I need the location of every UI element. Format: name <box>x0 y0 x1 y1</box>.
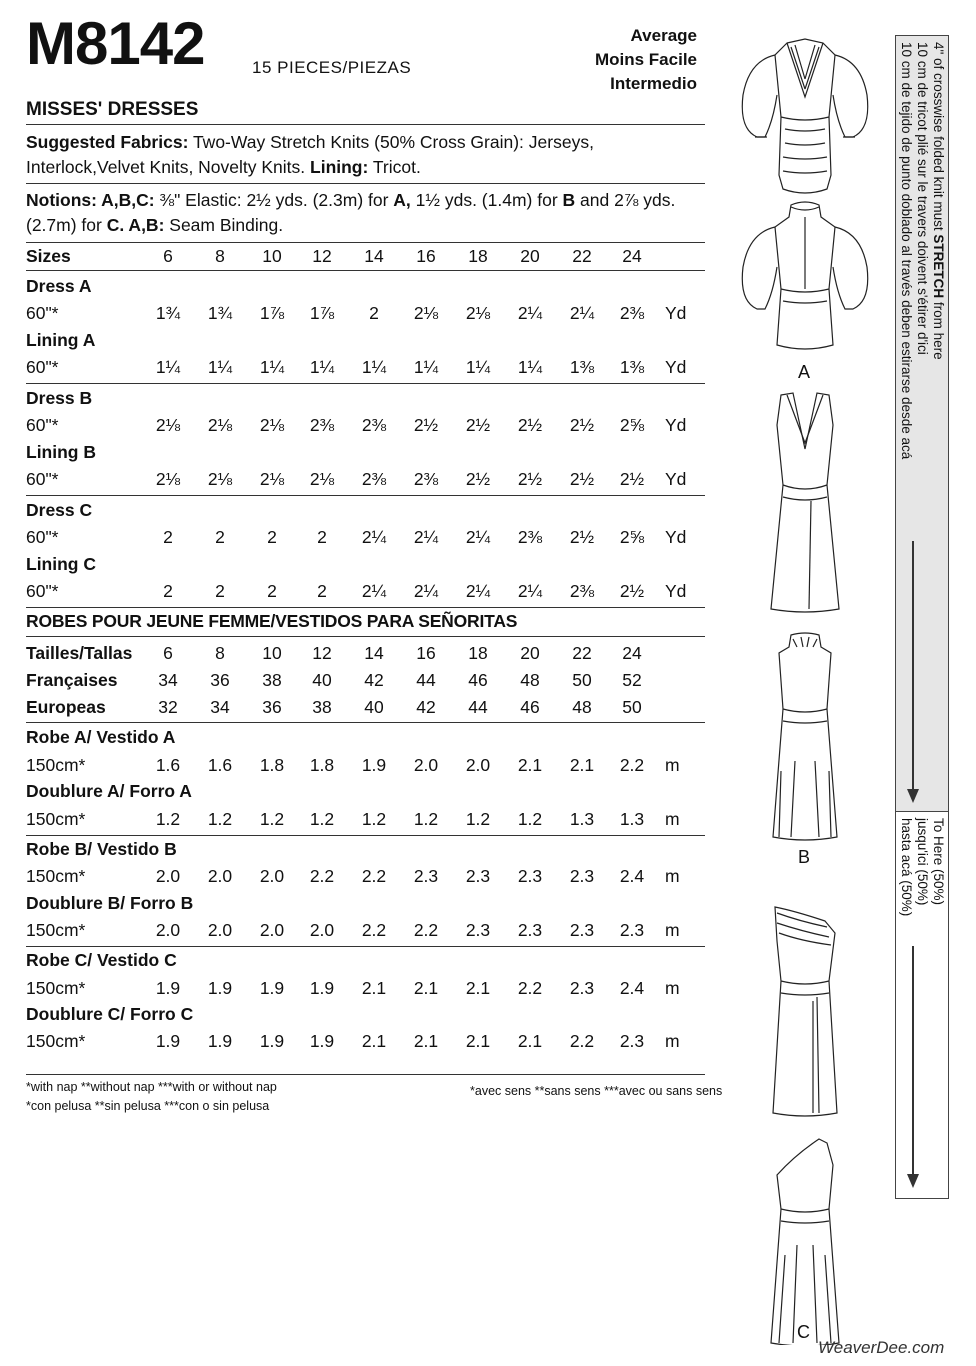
unit-label: m <box>665 755 680 775</box>
meterage-cell: 2.1 <box>465 978 491 998</box>
meterage-cell: 1.9 <box>259 978 285 998</box>
difficulty-fr: Moins Facile <box>594 50 697 69</box>
yardage-cell: 2¼ <box>361 581 387 601</box>
yardage-cell: 2 <box>317 527 327 547</box>
size-cell: 12 <box>312 643 332 663</box>
notions-text: and 2⅞ yds.(2.7m) for <box>26 190 676 235</box>
size-cell: 52 <box>622 670 642 690</box>
difficulty-es: Intermedio <box>610 74 697 93</box>
yardage-cell: 2¼ <box>517 581 543 601</box>
divider <box>26 383 705 384</box>
yardage-cell: 2⅛ <box>207 415 233 435</box>
size-cell: 18 <box>468 246 488 266</box>
yardage-cell: 1⅜ <box>569 357 595 377</box>
size-cell: 36 <box>210 670 230 690</box>
metric-section-title: ROBES POUR JEUNE FEMME/VESTIDOS PARA SEÑORITAS <box>26 611 518 631</box>
yardage-cell: 2½ <box>569 527 595 547</box>
notions <box>26 188 705 238</box>
size-cell: 44 <box>416 670 436 690</box>
meterage-cell: 2.3 <box>619 1031 645 1051</box>
yardage-cell: 2⅛ <box>309 469 335 489</box>
unit-label: m <box>665 1031 680 1051</box>
meterage-cell: 2.1 <box>361 1031 387 1051</box>
meterage-cell: 2.2 <box>309 866 335 886</box>
yardage-cell: 2⅛ <box>207 469 233 489</box>
yardage-cell: 2 <box>267 527 277 547</box>
meterage-cell: 2.3 <box>413 866 439 886</box>
unit-label: m <box>665 866 680 886</box>
unit-label: m <box>665 920 680 940</box>
meterage-cell: 2.3 <box>517 920 543 940</box>
unit-label: Yd <box>665 527 687 547</box>
row-title: Lining A <box>26 330 96 350</box>
yardage-cell: 2⅜ <box>517 527 543 547</box>
down-arrow-icon <box>907 1174 919 1188</box>
yardage-cell: 2⅜ <box>569 581 595 601</box>
yardage-cell: 2½ <box>619 469 645 489</box>
size-cell: 46 <box>468 670 488 690</box>
size-cell: 40 <box>312 670 332 690</box>
yardage-cell: 2½ <box>465 415 491 435</box>
meterage-cell: 1.9 <box>207 1031 233 1051</box>
yardage-cell: 1¼ <box>309 357 335 377</box>
meterage-cell: 2.0 <box>413 755 439 775</box>
dress-b-back-sketch <box>773 633 837 840</box>
meterage-cell: 1.9 <box>309 978 335 998</box>
yardage-cell: 2 <box>215 581 225 601</box>
yardage-cell: 2 <box>317 581 327 601</box>
stretch-arrow-line <box>912 946 914 1176</box>
size-cell: 14 <box>364 643 384 663</box>
divider <box>26 1074 705 1075</box>
difficulty-level <box>595 24 697 96</box>
row-title: Robe C/ Vestido C <box>26 950 177 970</box>
divider <box>26 270 705 271</box>
meterage-cell: 2.3 <box>465 866 491 886</box>
footnote-english: *with nap **without nap ***with or without nap <box>26 1080 277 1094</box>
suggested-fabrics <box>26 130 705 180</box>
dress-c-front-sketch <box>773 907 837 1116</box>
dress-a-back-sketch <box>742 202 867 349</box>
meterage-cell: 2.0 <box>207 866 233 886</box>
yardage-cell: 2½ <box>517 415 543 435</box>
meterage-cell: 2.3 <box>465 920 491 940</box>
size-cell: 24 <box>622 643 642 663</box>
unit-label: Yd <box>665 357 687 377</box>
stretch-gauge <box>895 35 949 1199</box>
yardage-cell: 2¼ <box>413 527 439 547</box>
yardage-cell: 2⅝ <box>619 415 645 435</box>
yardage-cell: 2½ <box>465 469 491 489</box>
meterage-cell: 2.3 <box>569 866 595 886</box>
yardage-cell: 2⅛ <box>465 303 491 323</box>
yardage-cell: 1¾ <box>155 303 181 323</box>
down-arrow-icon <box>907 789 919 803</box>
sizes-label: Sizes <box>26 246 71 266</box>
divider <box>26 835 705 836</box>
size-cell: 16 <box>416 643 436 663</box>
yardage-cell: 1¼ <box>361 357 387 377</box>
row-title: Dress C <box>26 500 93 520</box>
size-cell: 6 <box>163 246 173 266</box>
size-cell: 42 <box>364 670 384 690</box>
meterage-cell: 1.9 <box>155 978 181 998</box>
meterage-cell: 2.2 <box>413 920 439 940</box>
divider <box>26 607 705 608</box>
meterage-cell: 2.0 <box>465 755 491 775</box>
europeas-label: Europeas <box>26 697 106 717</box>
yardage-cell: 2¼ <box>413 581 439 601</box>
divider <box>26 242 705 243</box>
fabric-width: 150cm* <box>26 920 86 940</box>
meterage-cell: 2.0 <box>259 866 285 886</box>
fabric-width: 60"* <box>26 469 59 489</box>
yardage-cell: 2⅜ <box>309 415 335 435</box>
size-cell: 10 <box>262 246 282 266</box>
meterage-cell: 1.2 <box>413 809 439 829</box>
fabric-width: 150cm* <box>26 978 86 998</box>
divider <box>26 124 705 125</box>
yardage-cell: 2½ <box>569 415 595 435</box>
gauge-text-en: from here <box>931 298 946 360</box>
yardage-cell: 2½ <box>413 415 439 435</box>
yardage-cell: 2 <box>163 581 173 601</box>
unit-label: Yd <box>665 581 687 601</box>
gauge-text-fr: 10 cm de tricot plié sur le travers doivent s'étirer d'ici <box>915 42 930 355</box>
fabric-width: 60"* <box>26 303 59 323</box>
yardage-cell: 2 <box>163 527 173 547</box>
yardage-cell: 2¼ <box>569 303 595 323</box>
divider <box>26 636 705 637</box>
yardage-cell: 2½ <box>619 581 645 601</box>
notions-text: 1½ yds. (1.4m) for <box>410 190 563 210</box>
yardage-cell: 1⅜ <box>619 357 645 377</box>
meterage-cell: 2.3 <box>517 866 543 886</box>
notions-view-c: C. A,B: <box>106 215 165 235</box>
stretch-arrow-line <box>912 541 914 791</box>
yardage-cell: 2⅜ <box>619 303 645 323</box>
gauge-text-es: 10 cm de tejido de punto doblado al través deben estirarse desde acá <box>899 42 914 460</box>
fabric-width: 150cm* <box>26 755 86 775</box>
row-title: Robe A/ Vestido A <box>26 727 176 747</box>
meterage-cell: 2.1 <box>517 1031 543 1051</box>
size-cell: 32 <box>158 697 178 717</box>
yardage-cell: 2⅜ <box>413 469 439 489</box>
size-cell: 8 <box>215 246 225 266</box>
row-title: Doublure B/ Forro B <box>26 893 194 913</box>
lining-label: Lining: <box>310 157 369 177</box>
divider <box>26 722 705 723</box>
meterage-cell: 1.9 <box>309 1031 335 1051</box>
fabrics-label: Suggested Fabrics: <box>26 132 189 152</box>
gauge-end-es: hasta acá (50%) <box>899 818 914 917</box>
meterage-cell: 2.0 <box>207 920 233 940</box>
size-cell: 38 <box>312 697 332 717</box>
meterage-cell: 2.1 <box>361 978 387 998</box>
piece-count: 15 PIECES/PIEZAS <box>252 58 412 77</box>
size-cell: 22 <box>572 643 592 663</box>
yardage-cell: 1¼ <box>413 357 439 377</box>
meterage-cell: 2.3 <box>569 920 595 940</box>
yardage-cell: 2⅛ <box>155 469 181 489</box>
yardage-cell: 2⅛ <box>413 303 439 323</box>
meterage-cell: 1.9 <box>259 1031 285 1051</box>
row-title: Robe B/ Vestido B <box>26 839 177 859</box>
unit-label: m <box>665 978 680 998</box>
meterage-cell: 2.0 <box>259 920 285 940</box>
gauge-text-en: 4" of crosswise folded knit must <box>931 42 946 235</box>
yardage-cell: 2½ <box>569 469 595 489</box>
gauge-instruction <box>898 42 946 459</box>
yardage-cell: 2⅝ <box>619 527 645 547</box>
notions-view-b: B <box>562 190 576 210</box>
divider <box>26 183 705 184</box>
view-label-b: B <box>798 847 811 867</box>
pattern-number: M8142 <box>26 10 205 77</box>
size-cell: 36 <box>262 697 282 717</box>
yardage-cell: 1⅞ <box>309 303 335 323</box>
yardage-cell: 2¼ <box>517 303 543 323</box>
meterage-cell: 1.9 <box>207 978 233 998</box>
meterage-cell: 2.4 <box>619 866 645 886</box>
meterage-cell: 2.2 <box>569 1031 595 1051</box>
dress-b-front-sketch <box>771 393 839 612</box>
size-cell: 40 <box>364 697 384 717</box>
meterage-cell: 2.1 <box>465 1031 491 1051</box>
yardage-cell: 2¼ <box>465 527 491 547</box>
meterage-cell: 2.0 <box>155 920 181 940</box>
fabric-width: 60"* <box>26 357 59 377</box>
meterage-cell: 1.6 <box>207 755 233 775</box>
yardage-cell: 2⅛ <box>259 415 285 435</box>
size-cell: 6 <box>163 643 173 663</box>
meterage-cell: 2.0 <box>155 866 181 886</box>
meterage-cell: 2.2 <box>361 920 387 940</box>
yardage-cell: 1¼ <box>155 357 181 377</box>
size-cell: 12 <box>312 246 332 266</box>
view-label-a: A <box>798 362 811 382</box>
meterage-cell: 1.8 <box>259 755 285 775</box>
yardage-cell: 1¼ <box>465 357 491 377</box>
size-cell: 14 <box>364 246 384 266</box>
yardage-cell: 2⅜ <box>361 469 387 489</box>
size-cell: 20 <box>520 643 540 663</box>
size-cell: 8 <box>215 643 225 663</box>
meterage-cell: 1.2 <box>155 809 181 829</box>
francaises-label: Françaises <box>26 670 118 690</box>
gauge-stretch-word: STRETCH <box>931 234 946 299</box>
yardage-cell: 2¼ <box>361 527 387 547</box>
meterage-cell: 1.9 <box>155 1031 181 1051</box>
dress-c-back-sketch <box>771 1139 839 1345</box>
meterage-cell: 2.3 <box>569 978 595 998</box>
notions-text: ⅜" Elastic: 2½ yds. (2.3m) for <box>154 190 394 210</box>
meterage-cell: 1.2 <box>517 809 543 829</box>
size-cell: 34 <box>210 697 230 717</box>
meterage-cell: 1.2 <box>207 809 233 829</box>
footnotes-left <box>26 1078 277 1116</box>
size-cell: 16 <box>416 246 436 266</box>
meterage-cell: 2.1 <box>413 1031 439 1051</box>
yardage-cell: 2 <box>369 303 379 323</box>
meterage-cell: 1.3 <box>619 809 645 829</box>
row-title: Lining C <box>26 554 96 574</box>
meterage-cell: 2.0 <box>309 920 335 940</box>
meterage-cell: 2.1 <box>569 755 595 775</box>
size-cell: 24 <box>622 246 642 266</box>
fabric-width: 60"* <box>26 415 59 435</box>
footnote-french: *avec sens **sans sens ***avec ou sans sens <box>470 1084 723 1098</box>
lining-text: Tricot. <box>368 157 421 177</box>
notions-text: Seam Binding. <box>164 215 284 235</box>
fabric-width: 60"* <box>26 581 59 601</box>
fabric-width: 150cm* <box>26 866 86 886</box>
size-cell: 38 <box>262 670 282 690</box>
unit-label: m <box>665 809 680 829</box>
meterage-cell: 1.2 <box>465 809 491 829</box>
meterage-cell: 1.2 <box>309 809 335 829</box>
yardage-cell: 1¾ <box>207 303 233 323</box>
size-cell: 34 <box>158 670 178 690</box>
fabric-width: 60"* <box>26 527 59 547</box>
yardage-cell: 2⅛ <box>259 469 285 489</box>
yardage-cell: 1¼ <box>517 357 543 377</box>
gauge-end-en: To Here (50%) <box>931 818 946 906</box>
yardage-cell: 2 <box>215 527 225 547</box>
row-title: Dress B <box>26 388 93 408</box>
size-cell: 42 <box>416 697 436 717</box>
unit-label: Yd <box>665 415 687 435</box>
yardage-cell: 2⅛ <box>155 415 181 435</box>
yardage-cell: 1⅞ <box>259 303 285 323</box>
meterage-cell: 1.3 <box>569 809 595 829</box>
size-cell: 50 <box>572 670 592 690</box>
meterage-cell: 1.2 <box>259 809 285 829</box>
row-title: Lining B <box>26 442 96 462</box>
row-title: Doublure A/ Forro A <box>26 781 192 801</box>
fabric-width: 150cm* <box>26 1031 86 1051</box>
row-title: Doublure C/ Forro C <box>26 1004 194 1024</box>
view-label-c: C <box>797 1322 810 1342</box>
divider <box>26 495 705 496</box>
size-cell: 46 <box>520 697 540 717</box>
size-cell: 22 <box>572 246 592 266</box>
meterage-cell: 2.4 <box>619 978 645 998</box>
fabric-width: 150cm* <box>26 809 86 829</box>
yardage-cell: 2 <box>267 581 277 601</box>
fabrics-text: Two-Way Stretch Knits (50% Cross Grain): Jerseys, Interlock,Velvet Knits, Novelty Knits. <box>26 132 594 177</box>
divider <box>26 946 705 947</box>
gauge-end-fr: jusqu'ici (50%) <box>915 818 930 906</box>
size-cell: 48 <box>520 670 540 690</box>
meterage-cell: 2.2 <box>619 755 645 775</box>
pattern-title: MISSES' DRESSES <box>26 99 199 120</box>
dress-a-front-sketch <box>742 39 867 193</box>
yardage-cell: 1¼ <box>207 357 233 377</box>
meterage-cell: 2.1 <box>413 978 439 998</box>
difficulty-en: Average <box>630 26 697 45</box>
size-cell: 48 <box>572 697 592 717</box>
size-cell: 10 <box>262 643 282 663</box>
notions-view-a: A, <box>393 190 411 210</box>
yardage-cell: 2½ <box>517 469 543 489</box>
gauge-end <box>898 818 946 916</box>
meterage-cell: 2.1 <box>517 755 543 775</box>
watermark-logo: WeaverDee.com <box>818 1338 945 1357</box>
meterage-cell: 1.2 <box>361 809 387 829</box>
meterage-cell: 2.3 <box>619 920 645 940</box>
meterage-cell: 1.6 <box>155 755 181 775</box>
meterage-cell: 1.8 <box>309 755 335 775</box>
notions-label: Notions: A,B,C: <box>26 190 155 210</box>
garment-sketches <box>735 25 885 1345</box>
meterage-cell: 2.2 <box>361 866 387 886</box>
footnote-spanish: *con pelusa **sin pelusa ***con o sin pelusa <box>26 1099 270 1113</box>
size-cell: 18 <box>468 643 488 663</box>
size-cell: 20 <box>520 246 540 266</box>
yardage-cell: 1¼ <box>259 357 285 377</box>
size-cell: 50 <box>622 697 642 717</box>
unit-label: Yd <box>665 303 687 323</box>
tailles-label: Tailles/Tallas <box>26 643 133 663</box>
size-cell: 44 <box>468 697 488 717</box>
unit-label: Yd <box>665 469 687 489</box>
yardage-cell: 2¼ <box>465 581 491 601</box>
row-title: Dress A <box>26 276 92 296</box>
meterage-cell: 2.2 <box>517 978 543 998</box>
yardage-cell: 2⅜ <box>361 415 387 435</box>
meterage-cell: 1.9 <box>361 755 387 775</box>
